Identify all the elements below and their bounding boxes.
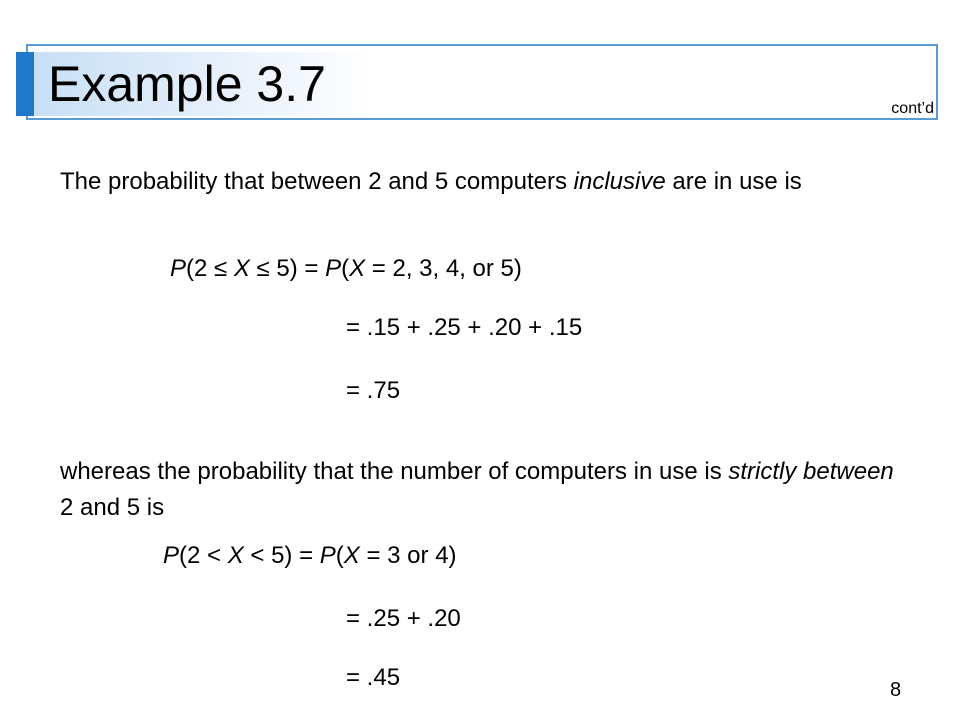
equation-text: = 3 or 4)	[359, 542, 457, 569]
equation-strict-result: = .45	[346, 664, 401, 691]
random-variable: X	[227, 542, 244, 569]
paragraph-text: whereas the probability that the number of computers in use is	[60, 458, 729, 485]
emphasis-inclusive: inclusive	[573, 168, 666, 195]
equation-inclusive-result: = .75	[346, 377, 401, 404]
page-number: 8	[890, 679, 902, 701]
paragraph-text: The probability that between 2 and 5 computers	[60, 168, 574, 195]
random-variable: X	[349, 255, 366, 282]
prob-symbol: P	[170, 255, 187, 282]
equation-text: (	[341, 255, 350, 282]
equation-text: ≤ 5) =	[249, 255, 326, 282]
equation-text: = 2, 3, 4, or 5)	[365, 255, 522, 282]
slide-title: Example 3.7	[48, 56, 326, 112]
prob-symbol: P	[163, 542, 180, 569]
equation-text: (	[335, 542, 344, 569]
equation-inclusive-line-1	[170, 254, 522, 284]
emphasis-strictly-between: strictly between	[728, 458, 894, 485]
equation-text: (2 ≤	[186, 255, 234, 282]
header-right-rule	[936, 44, 938, 120]
random-variable: X	[233, 255, 250, 282]
title-accent-bar	[16, 52, 34, 116]
random-variable: X	[343, 542, 360, 569]
header-bottom-rule	[26, 118, 938, 120]
equation-text: (2 <	[179, 542, 228, 569]
paragraph-text: 2 and 5 is	[60, 494, 165, 521]
equation-strict-line-2: = .25 + .20	[346, 605, 461, 632]
equation-inclusive-line-2: = .15 + .25 + .20 + .15	[346, 314, 583, 341]
equation-text: < 5) =	[243, 542, 320, 569]
header-top-rule	[26, 44, 938, 46]
continued-label: cont’d	[891, 100, 934, 117]
paragraph-inclusive	[60, 164, 900, 200]
prob-symbol: P	[325, 255, 342, 282]
paragraph-strict	[60, 454, 900, 526]
paragraph-text: are in use is	[665, 168, 802, 195]
equation-strict-line-1	[163, 541, 457, 571]
prob-symbol: P	[319, 542, 336, 569]
